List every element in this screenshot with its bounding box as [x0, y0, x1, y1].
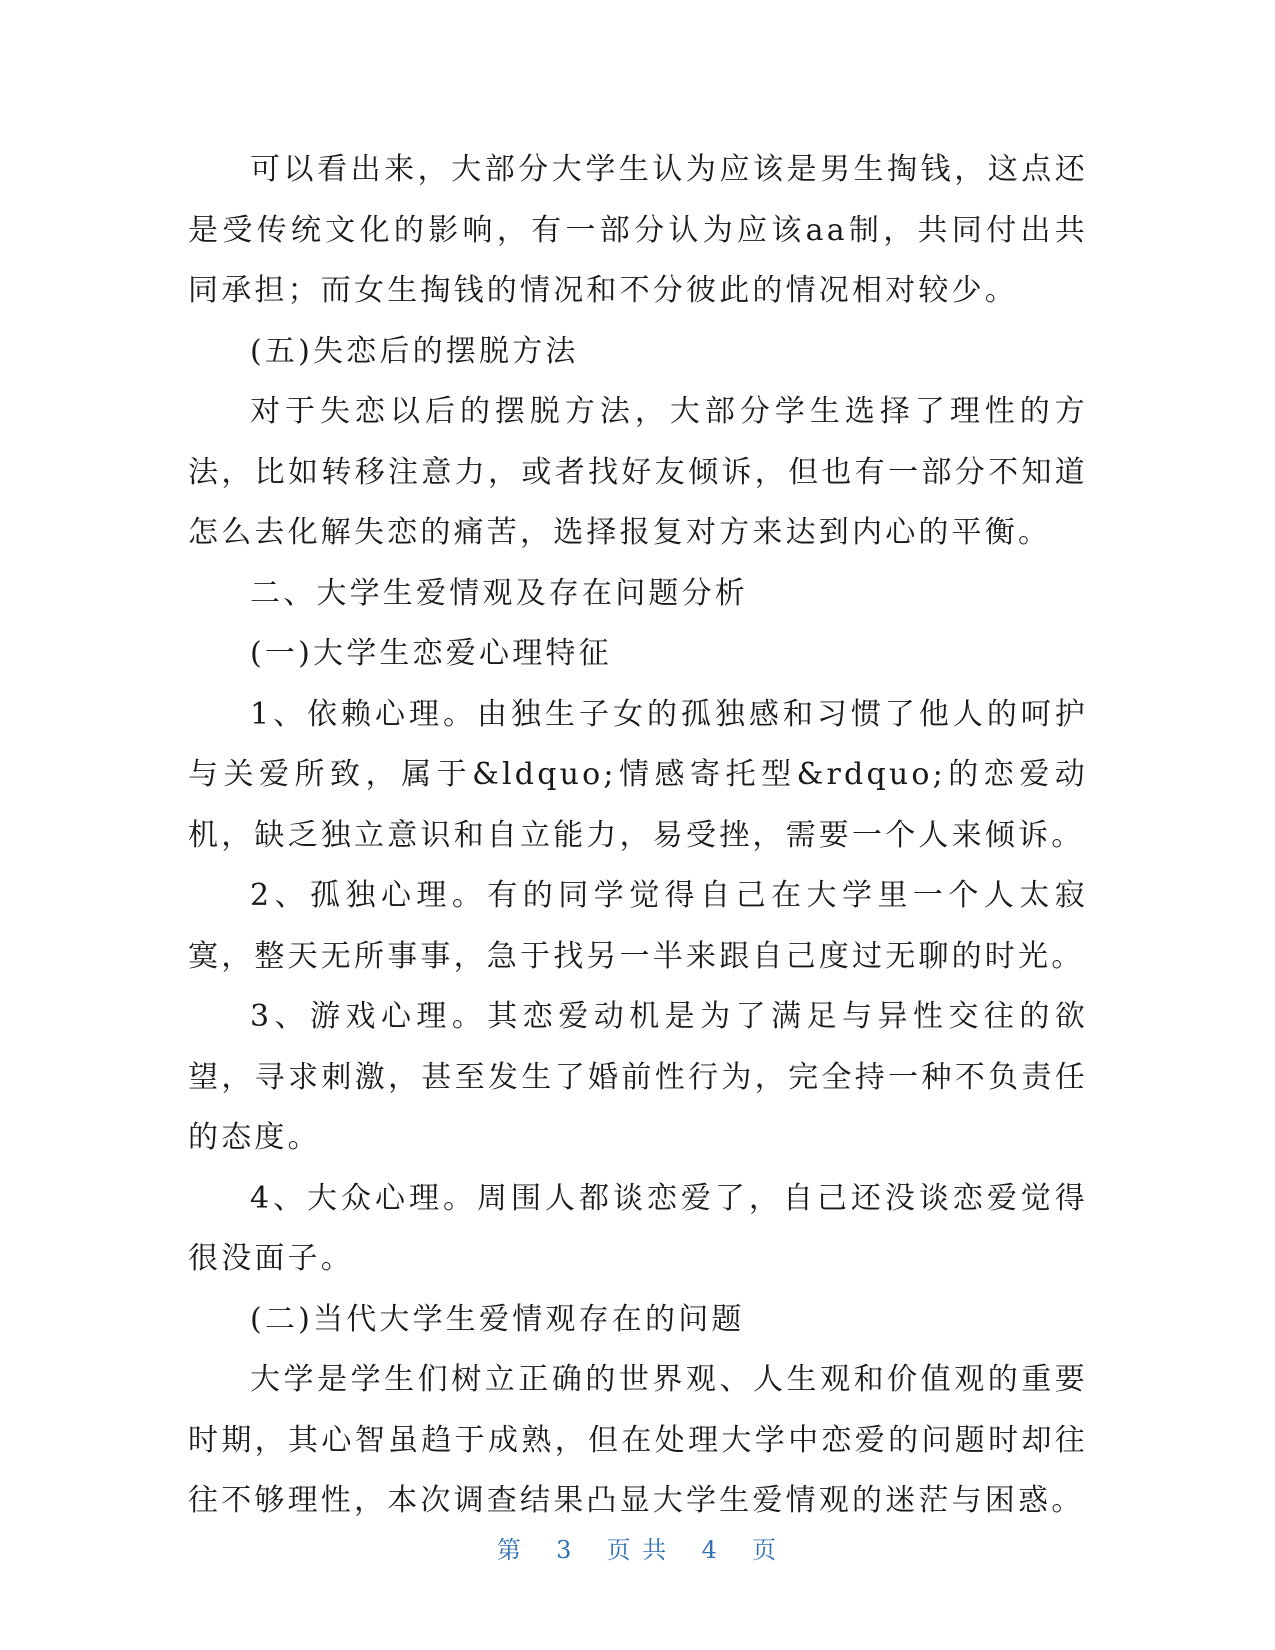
paragraph-male-pays: 可以看出来，大部分大学生认为应该是男生掏钱，这点还是受传统文化的影响，有一部分认为应该aa制，共同付出共同承担；而女生掏钱的情况和不分彼此的情况相对较少。 — [188, 152, 1088, 308]
footer-suffix: 页 — [752, 1536, 779, 1564]
paragraph-breakup-methods: 对于失恋以后的摆脱方法，大部分学生选择了理性的方法，比如转移注意力，或者找好友倾诉，但也有一部分不知道怎么去化解失恋的痛苦，选择报复对方来达到内心的平衡。 — [188, 394, 1088, 550]
section-heading-breakup-methods: (五)失恋后的摆脱方法 — [250, 333, 579, 369]
current-page-number: 3 — [556, 1536, 574, 1564]
paragraph-problems: 大学是学生们树立正确的世界观、人生观和价值观的重要时期，其心智虽趋于成熟，但在处理大学中恋爱的问题时却往往不够理性，本次调查结果凸显大学生爱情观的迷茫与困惑。 — [188, 1362, 1088, 1518]
total-pages-number: 4 — [701, 1536, 719, 1564]
chapter-heading-analysis: 二、大学生爱情观及存在问题分析 — [250, 575, 748, 611]
paragraph-game: 3、游戏心理。其恋爱动机是为了满足与异性交往的欲望，寻求刺激，甚至发生了婚前性行为，完全持一种不负责任的态度。 — [188, 999, 1088, 1155]
paragraph-mass: 4、大众心理。周围人都谈恋爱了，自己还没谈恋爱觉得很没面子。 — [188, 1180, 1088, 1276]
page-number-footer — [0, 1530, 1275, 1565]
document-body — [188, 140, 1088, 1532]
footer-prefix: 第 — [496, 1536, 523, 1564]
section-heading-problems: (二)当代大学生爱情观存在的问题 — [250, 1301, 745, 1337]
paragraph-loneliness: 2、孤独心理。有的同学觉得自己在大学里一个人太寂寞，整天无所事事，急于找另一半来跟自己度过无聊的时光。 — [188, 878, 1088, 974]
section-heading-psychology: (一)大学生恋爱心理特征 — [250, 636, 612, 671]
footer-middle: 页 共 — [606, 1536, 669, 1564]
paragraph-dependence: 1、依赖心理。由独生子女的孤独感和习惯了他人的呵护与关爱所致，属于&ldquo;情感寄托型&rdquo;的恋爱动机，缺乏独立意识和自立能力，易受挫，需要一个人来倾诉。 — [188, 696, 1088, 853]
